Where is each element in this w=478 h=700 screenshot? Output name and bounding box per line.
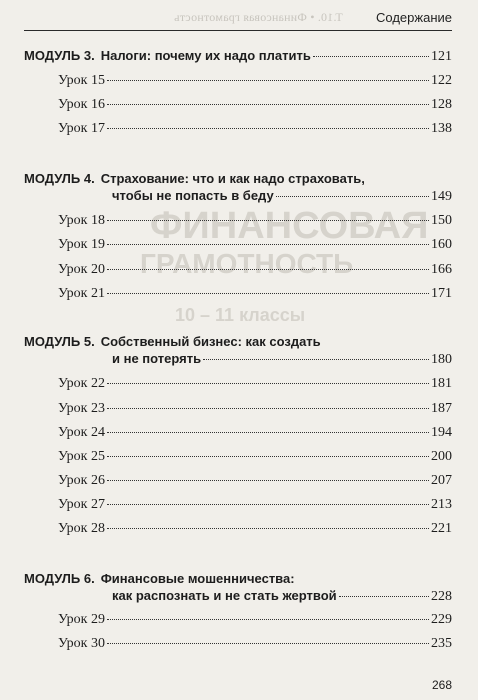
lesson-label: Урок 17 bbox=[58, 121, 105, 136]
lesson-label: Урок 15 bbox=[58, 73, 105, 88]
page-number: 181 bbox=[431, 376, 452, 391]
toc-module-6[interactable] bbox=[24, 570, 295, 587]
toc-module-5[interactable] bbox=[24, 333, 321, 350]
lesson-label: Урок 29 bbox=[58, 612, 105, 627]
lesson-label: Урок 24 bbox=[58, 425, 105, 440]
page-number: 180 bbox=[431, 352, 452, 367]
bleed-through-text: Т.10. • Финансовая грамотность bbox=[174, 10, 343, 24]
leader-dots bbox=[107, 293, 429, 294]
toc-lesson-row[interactable] bbox=[58, 401, 452, 417]
toc-lesson-row[interactable] bbox=[58, 262, 452, 278]
leader-dots bbox=[107, 244, 429, 245]
toc-lesson-row[interactable] bbox=[58, 636, 452, 652]
leader-dots bbox=[107, 504, 429, 505]
lesson-label: Урок 25 bbox=[58, 449, 105, 464]
watermark-line-3: 10 – 11 классы bbox=[175, 305, 306, 325]
toc-module-4-cont[interactable] bbox=[112, 187, 452, 205]
toc-lesson-row[interactable] bbox=[58, 97, 452, 113]
leader-dots bbox=[313, 56, 429, 57]
toc-lesson-row[interactable] bbox=[58, 286, 452, 302]
module-number: МОДУЛЬ 5. bbox=[24, 334, 95, 349]
page-number: 171 bbox=[431, 286, 452, 301]
lesson-label: Урок 22 bbox=[58, 376, 105, 391]
leader-dots bbox=[107, 480, 429, 481]
toc-module-5-cont[interactable] bbox=[112, 350, 452, 368]
section-title: Содержание bbox=[376, 10, 452, 25]
module-number: МОДУЛЬ 3. bbox=[24, 48, 95, 63]
lesson-label: Урок 23 bbox=[58, 401, 105, 416]
toc-module-4[interactable] bbox=[24, 170, 365, 187]
toc-lesson-row[interactable] bbox=[58, 121, 452, 137]
page-footer-number: 268 bbox=[431, 678, 452, 692]
page-number: 200 bbox=[431, 449, 452, 464]
leader-dots bbox=[107, 456, 429, 457]
module-title-line-2: чтобы не попасть в беду bbox=[112, 188, 274, 203]
leader-dots bbox=[107, 619, 429, 620]
lesson-label: Урок 26 bbox=[58, 473, 105, 488]
leader-dots bbox=[339, 596, 429, 597]
watermark-line-1: ФИНАНСОВАЯ bbox=[150, 205, 429, 247]
module-title: Финансовые мошенничества: bbox=[100, 571, 295, 586]
toc-lesson-row[interactable] bbox=[58, 425, 452, 441]
lesson-label: Урок 30 bbox=[58, 636, 105, 651]
page-number: 149 bbox=[431, 189, 452, 204]
toc-lesson-row[interactable] bbox=[58, 449, 452, 465]
page-number: 138 bbox=[431, 121, 452, 136]
leader-dots bbox=[107, 269, 429, 270]
lesson-label: Урок 19 bbox=[58, 237, 105, 252]
module-title-line-2: и не потерять bbox=[112, 351, 202, 366]
watermark-line-2: ГРАМОТНОСТЬ bbox=[140, 248, 354, 279]
toc-module-3[interactable] bbox=[24, 47, 452, 65]
page-number: 150 bbox=[431, 213, 452, 228]
page-number: 213 bbox=[431, 497, 452, 512]
page-number: 228 bbox=[431, 589, 452, 604]
leader-dots bbox=[276, 196, 429, 197]
page-number: 122 bbox=[431, 73, 452, 88]
toc-lesson-row[interactable] bbox=[58, 612, 452, 628]
module-number: МОДУЛЬ 4. bbox=[24, 171, 95, 186]
leader-dots bbox=[107, 80, 429, 81]
leader-dots bbox=[107, 220, 429, 221]
page-number: 221 bbox=[431, 521, 452, 536]
leader-dots bbox=[107, 128, 429, 129]
leader-dots bbox=[107, 528, 429, 529]
page-number: 160 bbox=[431, 237, 452, 252]
page-number: 166 bbox=[431, 262, 452, 277]
lesson-label: Урок 28 bbox=[58, 521, 105, 536]
page-number: 235 bbox=[431, 636, 452, 651]
page-number: 121 bbox=[431, 49, 452, 64]
lesson-label: Урок 16 bbox=[58, 97, 105, 112]
module-title: Собственный бизнес: как создать bbox=[100, 334, 321, 349]
page-number: 229 bbox=[431, 612, 452, 627]
leader-dots bbox=[107, 383, 429, 384]
module-title: Налоги: почему их надо платить bbox=[100, 48, 311, 63]
toc-lesson-row[interactable] bbox=[58, 376, 452, 392]
running-header bbox=[24, 8, 452, 31]
page-number: 194 bbox=[431, 425, 452, 440]
leader-dots bbox=[203, 359, 429, 360]
leader-dots bbox=[107, 432, 429, 433]
module-title: Страхование: что и как надо страховать, bbox=[100, 171, 365, 186]
toc-lesson-row[interactable] bbox=[58, 213, 452, 229]
page-number: 128 bbox=[431, 97, 452, 112]
lesson-label: Урок 20 bbox=[58, 262, 105, 277]
toc-lesson-row[interactable] bbox=[58, 497, 452, 513]
lesson-label: Урок 27 bbox=[58, 497, 105, 512]
toc-lesson-row[interactable] bbox=[58, 473, 452, 489]
leader-dots bbox=[107, 643, 429, 644]
lesson-label: Урок 18 bbox=[58, 213, 105, 228]
lesson-label: Урок 21 bbox=[58, 286, 105, 301]
toc-lesson-row[interactable] bbox=[58, 521, 452, 537]
page-number: 187 bbox=[431, 401, 452, 416]
leader-dots bbox=[107, 408, 429, 409]
leader-dots bbox=[107, 104, 429, 105]
toc-lesson-row[interactable] bbox=[58, 73, 452, 89]
module-title-line-2: как распознать и не стать жертвой bbox=[112, 588, 337, 603]
page-number: 207 bbox=[431, 473, 452, 488]
toc-lesson-row[interactable] bbox=[58, 237, 452, 253]
toc-module-6-cont[interactable] bbox=[112, 587, 452, 605]
module-number: МОДУЛЬ 6. bbox=[24, 571, 95, 586]
